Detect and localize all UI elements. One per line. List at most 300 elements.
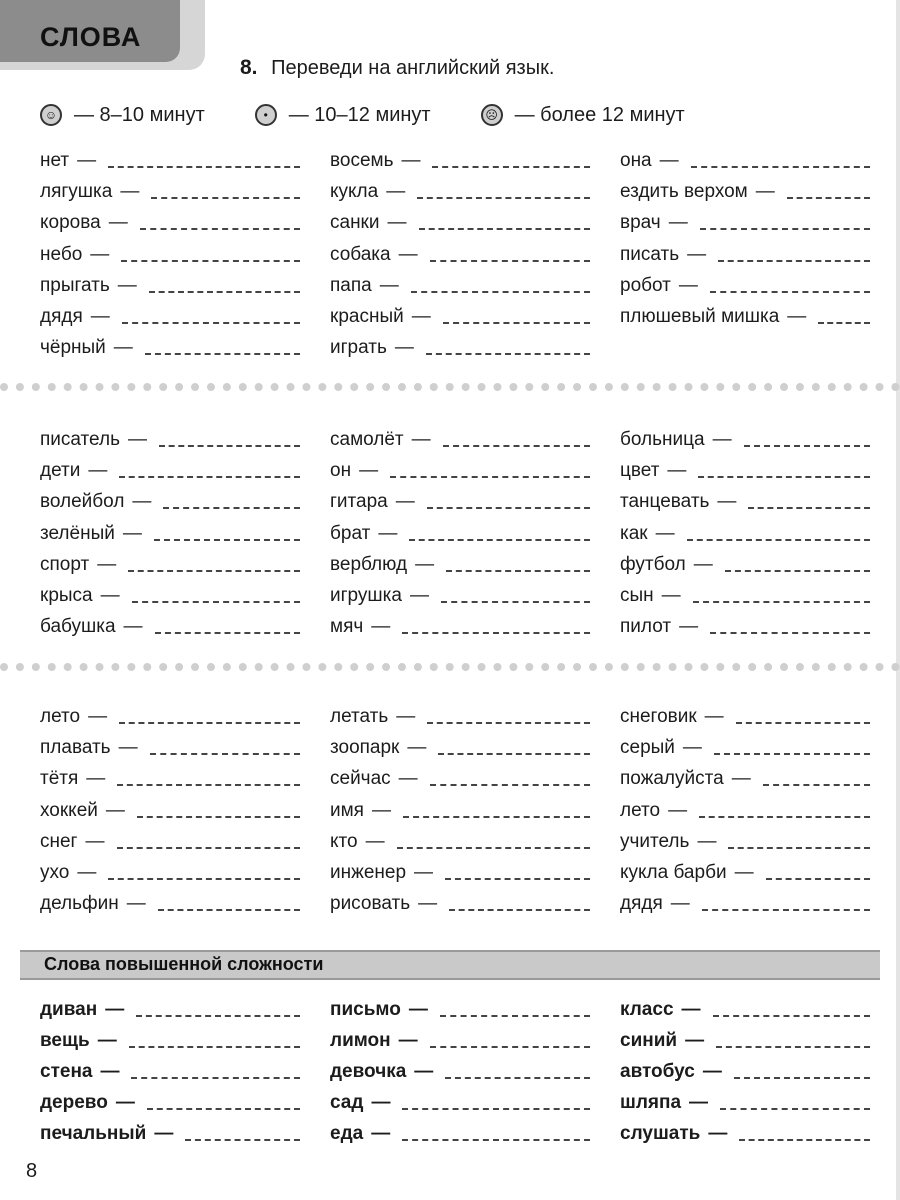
dash: — — [407, 737, 427, 759]
answer-blank[interactable] — [121, 260, 300, 262]
word-item — [330, 1026, 590, 1052]
dash: — — [371, 1123, 391, 1144]
dash: — — [708, 1123, 728, 1144]
word-item — [40, 1119, 300, 1145]
dash: — — [118, 737, 138, 759]
answer-blank[interactable] — [718, 260, 870, 262]
word-item — [330, 764, 590, 790]
word-item — [330, 271, 590, 297]
dash: — — [704, 706, 724, 727]
russian-word: дельфин — [40, 893, 119, 915]
russian-word: летать — [330, 706, 389, 727]
answer-blank[interactable] — [734, 1077, 870, 1079]
timing-item-slow — [481, 104, 685, 127]
answer-blank[interactable] — [402, 1139, 590, 1141]
smiley-face-icon: ☺ — [40, 104, 62, 126]
dash: — — [126, 893, 146, 915]
russian-word: писатель — [40, 429, 120, 450]
dash: — — [712, 429, 732, 450]
word-item — [620, 519, 870, 545]
word-item — [330, 1088, 590, 1114]
word-item — [40, 858, 300, 884]
answer-blank[interactable] — [736, 722, 870, 724]
russian-word: класс — [620, 999, 674, 1020]
dash: — — [670, 893, 690, 915]
russian-word: ухо — [40, 862, 70, 883]
russian-word: он — [330, 460, 352, 482]
word-item — [620, 146, 870, 172]
answer-blank[interactable] — [441, 601, 590, 603]
russian-word: снег — [40, 830, 78, 852]
dash: — — [123, 616, 143, 638]
answer-blank[interactable] — [411, 291, 590, 293]
russian-word: сын — [620, 585, 654, 606]
answer-blank[interactable] — [687, 539, 870, 541]
answer-blank[interactable] — [137, 816, 300, 818]
word-item — [620, 1026, 870, 1052]
answer-blank[interactable] — [149, 291, 300, 293]
answer-blank[interactable] — [132, 601, 300, 603]
word-item — [40, 333, 300, 359]
answer-blank[interactable] — [140, 228, 300, 230]
russian-word: как — [620, 522, 648, 544]
word-item — [620, 456, 870, 482]
answer-blank[interactable] — [409, 539, 590, 541]
russian-word: плавать — [40, 737, 111, 759]
answer-blank[interactable] — [154, 539, 300, 541]
answer-blank[interactable] — [390, 476, 590, 478]
dash: — — [371, 799, 391, 821]
word-item — [330, 456, 590, 482]
answer-blank[interactable] — [728, 847, 870, 849]
answer-blank[interactable] — [419, 228, 591, 230]
word-item — [330, 702, 590, 728]
word-item — [40, 702, 300, 728]
sad-face-icon: ☹ — [481, 104, 503, 126]
dash: — — [378, 522, 398, 544]
word-item — [330, 858, 590, 884]
word-item — [40, 550, 300, 576]
word-item — [40, 581, 300, 607]
word-item — [40, 208, 300, 234]
answer-blank[interactable] — [744, 445, 870, 447]
answer-blank[interactable] — [443, 322, 590, 324]
russian-word: играть — [330, 337, 387, 359]
russian-word: папа — [330, 274, 372, 296]
word-item — [330, 333, 590, 359]
dash: — — [731, 768, 751, 790]
word-item — [330, 302, 590, 328]
dash: — — [154, 1123, 174, 1144]
word-item — [330, 519, 590, 545]
word-item — [620, 302, 870, 328]
word-item — [40, 612, 300, 638]
russian-word: нет — [40, 150, 70, 171]
answer-blank[interactable] — [155, 632, 300, 634]
answer-blank[interactable] — [185, 1139, 300, 1141]
russian-word: пожалуйста — [620, 768, 724, 790]
word-item — [330, 796, 590, 822]
russian-word: зоопарк — [330, 737, 400, 759]
dash: — — [108, 212, 128, 234]
answer-blank[interactable] — [700, 228, 870, 230]
russian-word: больница — [620, 429, 705, 450]
exercise-instruction: Переведи на английский язык. — [271, 57, 555, 79]
dash: — — [97, 1030, 117, 1051]
answer-blank[interactable] — [818, 322, 870, 324]
word-item — [40, 764, 300, 790]
russian-word: шляпа — [620, 1092, 682, 1113]
dash: — — [667, 460, 687, 482]
russian-word: дерево — [40, 1092, 108, 1113]
answer-blank[interactable] — [119, 722, 300, 724]
russian-word: ездить верхом — [620, 181, 748, 203]
answer-blank[interactable] — [432, 166, 590, 168]
answer-blank[interactable] — [766, 878, 870, 880]
dash: — — [395, 491, 415, 513]
answer-blank[interactable] — [117, 847, 301, 849]
russian-word: небо — [40, 243, 83, 265]
russian-word: вещь — [40, 1030, 90, 1051]
word-item — [40, 519, 300, 545]
russian-word: собака — [330, 243, 391, 265]
word-item — [40, 302, 300, 328]
russian-word: она — [620, 150, 652, 171]
word-item — [620, 1057, 870, 1083]
dash: — — [88, 460, 108, 482]
word-item — [40, 456, 300, 482]
dash: — — [702, 1061, 722, 1082]
word-item — [330, 177, 590, 203]
russian-word: инженер — [330, 862, 407, 883]
dash: — — [359, 460, 379, 482]
word-item — [620, 733, 870, 759]
word-item — [330, 1119, 590, 1145]
section-tab-label: СЛОВА — [40, 22, 142, 52]
answer-blank[interactable] — [151, 197, 300, 199]
dash: — — [85, 830, 105, 852]
russian-word: пилот — [620, 616, 672, 638]
word-item — [620, 796, 870, 822]
russian-word: красный — [330, 306, 404, 327]
dash: — — [77, 862, 97, 883]
answer-blank[interactable] — [445, 1077, 590, 1079]
dash: — — [90, 243, 110, 265]
dash: — — [387, 212, 407, 234]
dash: — — [398, 243, 418, 265]
dash: — — [132, 491, 152, 513]
word-item — [330, 995, 590, 1021]
russian-word: дядя — [40, 306, 83, 327]
group-separator — [0, 663, 900, 671]
word-item — [40, 1088, 300, 1114]
word-item — [620, 1088, 870, 1114]
answer-blank[interactable] — [713, 1015, 870, 1017]
word-item — [40, 733, 300, 759]
russian-word: учитель — [620, 830, 690, 852]
answer-blank[interactable] — [725, 570, 870, 572]
answer-blank[interactable] — [426, 353, 590, 355]
russian-word: цвет — [620, 460, 660, 482]
russian-word: врач — [620, 212, 661, 234]
answer-blank[interactable] — [438, 753, 590, 755]
word-item — [620, 702, 870, 728]
timing-label: — 10–12 минут — [288, 103, 431, 126]
dash: — — [409, 585, 429, 606]
dash: — — [661, 585, 681, 606]
word-item — [330, 733, 590, 759]
russian-word: игрушка — [330, 585, 402, 606]
dash: — — [681, 999, 701, 1020]
russian-word: лимон — [330, 1030, 391, 1051]
russian-word: дети — [40, 460, 81, 482]
dash: — — [689, 1092, 709, 1113]
answer-blank[interactable] — [136, 1015, 300, 1017]
word-item — [620, 177, 870, 203]
russian-word: рисовать — [330, 893, 411, 915]
dash: — — [88, 706, 108, 727]
dash: — — [415, 553, 435, 575]
answer-blank[interactable] — [108, 878, 300, 880]
word-item — [620, 550, 870, 576]
answer-blank[interactable] — [397, 847, 590, 849]
russian-word: мяч — [330, 616, 364, 638]
answer-blank[interactable] — [119, 476, 300, 478]
dash: — — [120, 181, 140, 203]
answer-blank[interactable] — [443, 445, 590, 447]
answer-blank[interactable] — [787, 197, 870, 199]
answer-blank[interactable] — [150, 753, 300, 755]
dash: — — [117, 274, 137, 296]
timing-item-fast — [40, 104, 205, 127]
word-item — [620, 487, 870, 513]
dash: — — [717, 491, 737, 513]
word-item — [330, 240, 590, 266]
word-item — [330, 550, 590, 576]
answer-blank[interactable] — [691, 166, 870, 168]
russian-word: снеговик — [620, 706, 697, 727]
dash: — — [105, 799, 125, 821]
russian-word: кто — [330, 830, 358, 852]
answer-blank[interactable] — [446, 570, 590, 572]
russian-word: стена — [40, 1061, 93, 1082]
answer-blank[interactable] — [117, 784, 300, 786]
russian-word: кукла барби — [620, 862, 727, 883]
word-item — [620, 858, 870, 884]
russian-word: сад — [330, 1092, 364, 1113]
russian-word: робот — [620, 274, 671, 296]
word-item — [330, 208, 590, 234]
answer-blank[interactable] — [122, 322, 300, 324]
answer-blank[interactable] — [716, 1046, 870, 1048]
russian-word: лето — [40, 706, 81, 727]
answer-blank[interactable] — [693, 601, 870, 603]
word-item — [40, 889, 300, 915]
answer-blank[interactable] — [710, 632, 870, 634]
russian-word: дядя — [620, 893, 663, 915]
russian-word: гитара — [330, 491, 388, 513]
answer-blank[interactable] — [698, 476, 870, 478]
dash: — — [396, 706, 416, 727]
word-item — [620, 425, 870, 451]
dash: — — [655, 522, 675, 544]
word-item — [40, 425, 300, 451]
answer-blank[interactable] — [402, 632, 590, 634]
answer-blank[interactable] — [145, 353, 300, 355]
answer-blank[interactable] — [763, 784, 870, 786]
answer-blank[interactable] — [720, 1108, 870, 1110]
answer-blank[interactable] — [147, 1108, 300, 1110]
dash: — — [679, 616, 699, 638]
dash: — — [668, 799, 688, 821]
russian-word: лягушка — [40, 181, 113, 203]
russian-word: серый — [620, 737, 675, 759]
timing-legend — [40, 100, 820, 130]
word-item — [620, 995, 870, 1021]
answer-blank[interactable] — [430, 260, 590, 262]
word-item — [40, 1026, 300, 1052]
page-edge-shadow — [896, 0, 900, 1200]
russian-word: синий — [620, 1030, 678, 1051]
neutral-face-icon: • — [255, 104, 277, 126]
russian-word: плюшевый мишка — [620, 306, 780, 327]
russian-word: прыгать — [40, 274, 110, 296]
word-item — [330, 425, 590, 451]
dash: — — [734, 862, 754, 883]
dash: — — [398, 768, 418, 790]
russian-word: лето — [620, 799, 661, 821]
word-item — [40, 827, 300, 853]
russian-word: хоккей — [40, 799, 98, 821]
russian-word: самолёт — [330, 429, 404, 450]
russian-word: верблюд — [330, 553, 408, 575]
dash: — — [398, 1030, 418, 1051]
dash: — — [678, 274, 698, 296]
dash: — — [687, 243, 707, 265]
dash: — — [371, 616, 391, 638]
answer-blank[interactable] — [402, 1108, 590, 1110]
answer-blank[interactable] — [159, 445, 300, 447]
answer-blank[interactable] — [710, 291, 870, 293]
russian-word: восемь — [330, 150, 394, 171]
answer-blank[interactable] — [748, 507, 870, 509]
answer-blank[interactable] — [440, 1015, 590, 1017]
answer-blank[interactable] — [449, 909, 590, 911]
dash: — — [401, 150, 421, 171]
dash: — — [414, 862, 434, 883]
timing-label: — более 12 минут — [514, 103, 685, 126]
answer-blank[interactable] — [702, 909, 870, 911]
word-item — [620, 889, 870, 915]
word-item — [330, 889, 590, 915]
dash: — — [418, 893, 438, 915]
dash: — — [411, 429, 431, 450]
dash: — — [365, 830, 385, 852]
dash: — — [115, 1092, 135, 1113]
dash: — — [414, 1061, 434, 1082]
answer-blank[interactable] — [739, 1139, 870, 1141]
russian-word: сейчас — [330, 768, 391, 790]
russian-word: танцевать — [620, 491, 710, 513]
answer-blank[interactable] — [131, 1077, 300, 1079]
dash: — — [693, 553, 713, 575]
answer-blank[interactable] — [129, 1046, 300, 1048]
dash: — — [408, 999, 428, 1020]
word-item — [620, 581, 870, 607]
russian-word: писать — [620, 243, 680, 265]
dash: — — [411, 306, 431, 327]
russian-word: футбол — [620, 553, 686, 575]
group-separator — [0, 383, 900, 391]
russian-word: спорт — [40, 553, 90, 575]
word-item — [330, 1057, 590, 1083]
dash: — — [659, 150, 679, 171]
word-item — [40, 240, 300, 266]
word-item — [330, 487, 590, 513]
russian-word: санки — [330, 212, 380, 234]
word-item — [40, 177, 300, 203]
answer-blank[interactable] — [699, 816, 870, 818]
answer-blank[interactable] — [427, 507, 590, 509]
answer-blank[interactable] — [714, 753, 870, 755]
answer-blank[interactable] — [417, 197, 590, 199]
russian-word: кукла — [330, 181, 379, 203]
answer-blank[interactable] — [163, 507, 300, 509]
dash: — — [371, 1092, 391, 1113]
russian-word: письмо — [330, 999, 401, 1020]
word-item — [330, 146, 590, 172]
russian-word: крыса — [40, 585, 93, 606]
dash: — — [90, 306, 110, 327]
word-item — [330, 827, 590, 853]
dash: — — [77, 150, 97, 171]
exercise-number: 8. — [240, 56, 258, 79]
russian-word: чёрный — [40, 337, 106, 359]
dash: — — [86, 768, 106, 790]
dash: — — [379, 274, 399, 296]
hard-words-header — [20, 950, 880, 980]
dash: — — [127, 429, 147, 450]
word-item — [40, 487, 300, 513]
russian-word: волейбол — [40, 491, 125, 513]
section-tab — [0, 0, 205, 70]
dash: — — [697, 830, 717, 852]
word-item — [40, 796, 300, 822]
dash: — — [100, 1061, 120, 1082]
answer-blank[interactable] — [128, 570, 300, 572]
answer-blank[interactable] — [403, 816, 590, 818]
word-item — [620, 1119, 870, 1145]
word-item — [620, 612, 870, 638]
word-item — [330, 612, 590, 638]
dash: — — [394, 337, 414, 359]
answer-blank[interactable] — [430, 784, 590, 786]
word-item — [330, 581, 590, 607]
answer-blank[interactable] — [427, 722, 590, 724]
russian-word: еда — [330, 1123, 364, 1144]
answer-blank[interactable] — [430, 1046, 590, 1048]
answer-blank[interactable] — [158, 909, 300, 911]
russian-word: зелёный — [40, 522, 115, 544]
dash: — — [113, 337, 133, 359]
answer-blank[interactable] — [108, 166, 300, 168]
answer-blank[interactable] — [445, 878, 590, 880]
timing-label: — 8–10 минут — [74, 103, 205, 126]
russian-word: диван — [40, 999, 98, 1020]
dash: — — [755, 181, 775, 203]
dash: — — [386, 181, 406, 203]
hard-words-title: Слова повышенной сложности — [44, 954, 324, 974]
